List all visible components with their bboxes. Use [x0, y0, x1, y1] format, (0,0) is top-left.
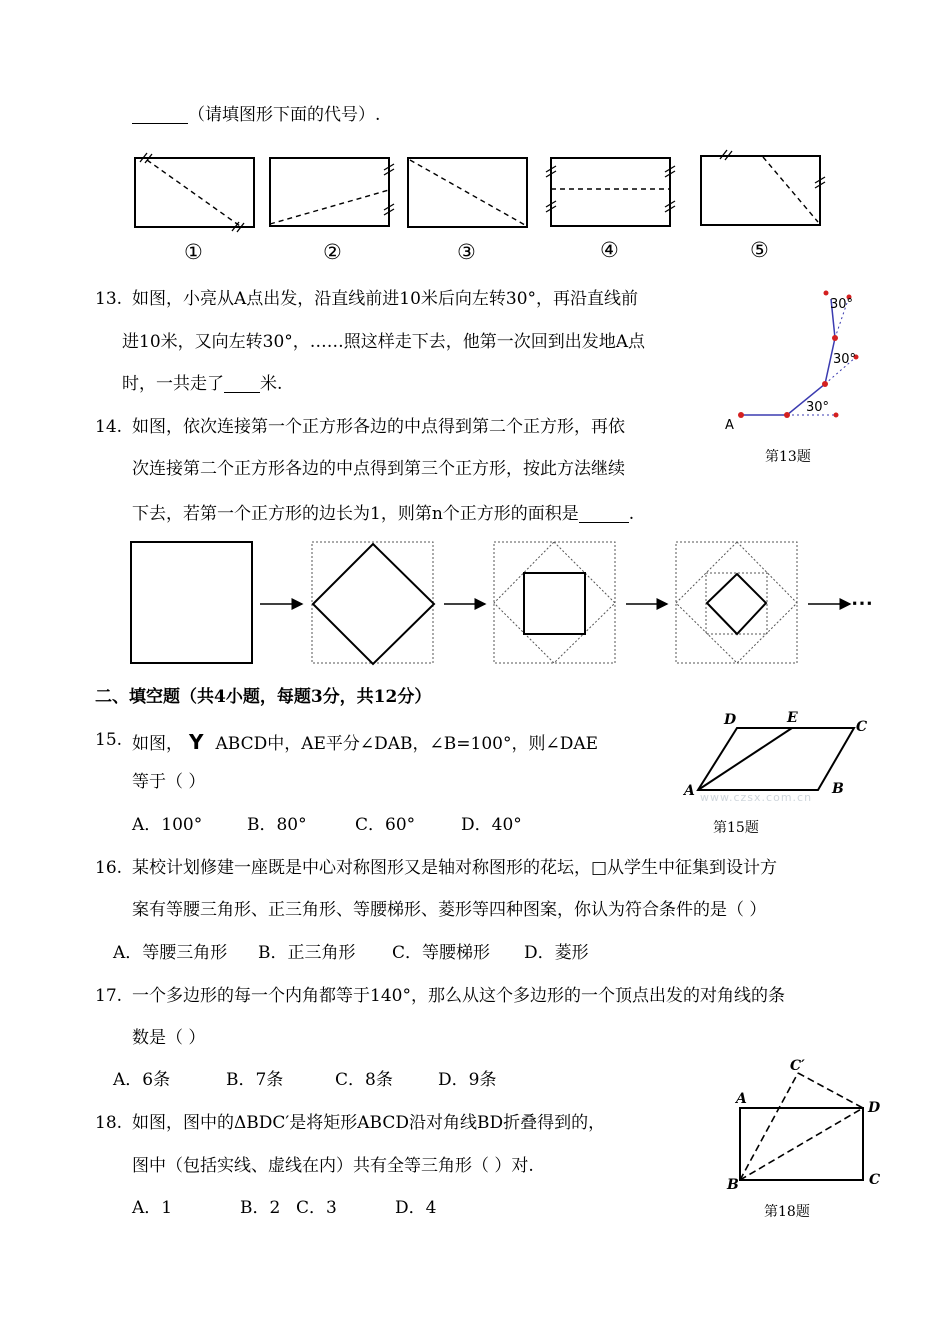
q17-line-1: 一个多边形的每一个内角都等于140°，那么从这个多边形的一个顶点出发的对角线的条: [132, 986, 785, 1006]
q18-fold-cpd: [798, 1073, 863, 1108]
q15-option-a[interactable]: A．100°: [132, 815, 203, 835]
q16-option-c[interactable]: C．等腰梯形: [392, 943, 491, 963]
q15-option-b[interactable]: B．80°: [247, 815, 307, 835]
q16-option-d[interactable]: D．菱形: [524, 943, 589, 963]
q18-label-a: A: [736, 1091, 747, 1107]
q12-label-5: ⑤: [750, 238, 769, 262]
q12-label-3: ③: [457, 240, 476, 264]
q15-line-2: 等于（ ）: [132, 772, 206, 792]
q17-number: 17.: [95, 986, 123, 1006]
q17-option-b[interactable]: B．7条: [226, 1070, 284, 1090]
q15-number: 15.: [95, 730, 123, 750]
q14-ellipsis: ⋯: [851, 590, 874, 616]
q13-line-3-a: 时，一共走了: [122, 374, 224, 394]
q15-label-d: D: [724, 712, 737, 728]
q16-option-b[interactable]: B．正三角形: [258, 943, 356, 963]
q13-fig-point-a: A: [725, 418, 734, 433]
q18-label-b: B: [727, 1177, 739, 1193]
q17-option-d[interactable]: D．9条: [438, 1070, 497, 1090]
q12-label-2: ②: [323, 240, 342, 264]
q18-option-d[interactable]: D．4: [395, 1198, 437, 1218]
parallelogram-symbol: Y: [189, 730, 204, 754]
q18-label-cp: C′: [790, 1058, 805, 1074]
q18-label-d: D: [868, 1100, 881, 1116]
q15-watermark: www.czsx.com.cn: [700, 791, 813, 804]
q17-line-2: 数是（ ）: [132, 1028, 206, 1048]
q17-option-a[interactable]: A．6条: [113, 1070, 171, 1090]
q13-number: 13.: [95, 289, 123, 309]
q15-line-1-b: ABCD中，AE平分∠DAB，∠B=100°，则∠DAE: [215, 734, 599, 754]
q14-number: 14.: [95, 417, 123, 437]
q18-diagonal-bd: [740, 1108, 863, 1180]
q13-fig-angle-1: 30°: [806, 400, 830, 415]
q12-label-4: ④: [600, 238, 619, 262]
q15-label-b: B: [832, 781, 844, 797]
q18-fig-caption: 第18题: [764, 1204, 810, 1220]
q15-label-e: E: [787, 710, 798, 726]
q16-option-a[interactable]: A．等腰三角形: [113, 943, 228, 963]
q18-label-c: C: [869, 1172, 881, 1188]
q18-line-2: 图中（包括实线、虚线在内）共有全等三角形（ ）对.: [132, 1156, 534, 1176]
q14-line-3-text: 下去，若第一个正方形的边长为1，则第n个正方形的面积是: [132, 504, 579, 524]
q13-fig-caption: 第13题: [765, 449, 811, 465]
q13-line-3-b: 米.: [260, 374, 283, 394]
q16-number: 16.: [95, 858, 123, 878]
q13-line-2: 进10米，又向左转30°，……照这样走下去，他第一次回到出发地A点: [122, 332, 646, 352]
q15-label-c: C: [856, 719, 868, 735]
q18-option-b[interactable]: B．2: [240, 1198, 281, 1218]
q12-instruction: （请填图形下面的代号）.: [188, 105, 381, 125]
q16-line-2: 案有等腰三角形、正三角形、等腰梯形、菱形等四种图案，你认为符合条件的是（ ）: [132, 900, 767, 920]
q15-option-d[interactable]: D．40°: [461, 815, 522, 835]
q18-option-a[interactable]: A．1: [132, 1198, 173, 1218]
q15-fig-caption: 第15题: [713, 820, 759, 836]
q12-label-1: ①: [184, 240, 203, 264]
q18-number: 18.: [95, 1113, 123, 1133]
q14-line-1: 如图，依次连接第一个正方形各边的中点得到第二个正方形，再依: [132, 417, 625, 437]
q15-option-c[interactable]: C．60°: [355, 815, 416, 835]
q18-option-c[interactable]: C．3: [296, 1198, 337, 1218]
q15-label-a: A: [684, 783, 695, 799]
q13-fig-angle-3: 30°: [830, 297, 854, 312]
q15-line-1-a: 如图，: [132, 734, 183, 754]
q13-fig-angle-2: 30°: [833, 352, 857, 367]
section-2-heading: 二、填空题（共4小题，每题3分，共12分）: [95, 687, 432, 707]
q14-line-3-end: .: [628, 504, 635, 524]
q17-option-c[interactable]: C．8条: [335, 1070, 393, 1090]
q18-line-1: 如图，图中的ΔBDC′是将矩形ABCD沿对角线BD折叠得到的，: [132, 1113, 606, 1133]
q16-line-1: 某校计划修建一座既是中心对称图形又是轴对称图形的花坛，□从学生中征集到设计方: [132, 858, 778, 878]
q14-line-2: 次连接第二个正方形各边的中点得到第三个正方形，按此方法继续: [132, 459, 625, 479]
q13-line-1: 如图，小亮从A点出发，沿直线前进10米后向左转30°，再沿直线前: [132, 289, 639, 309]
